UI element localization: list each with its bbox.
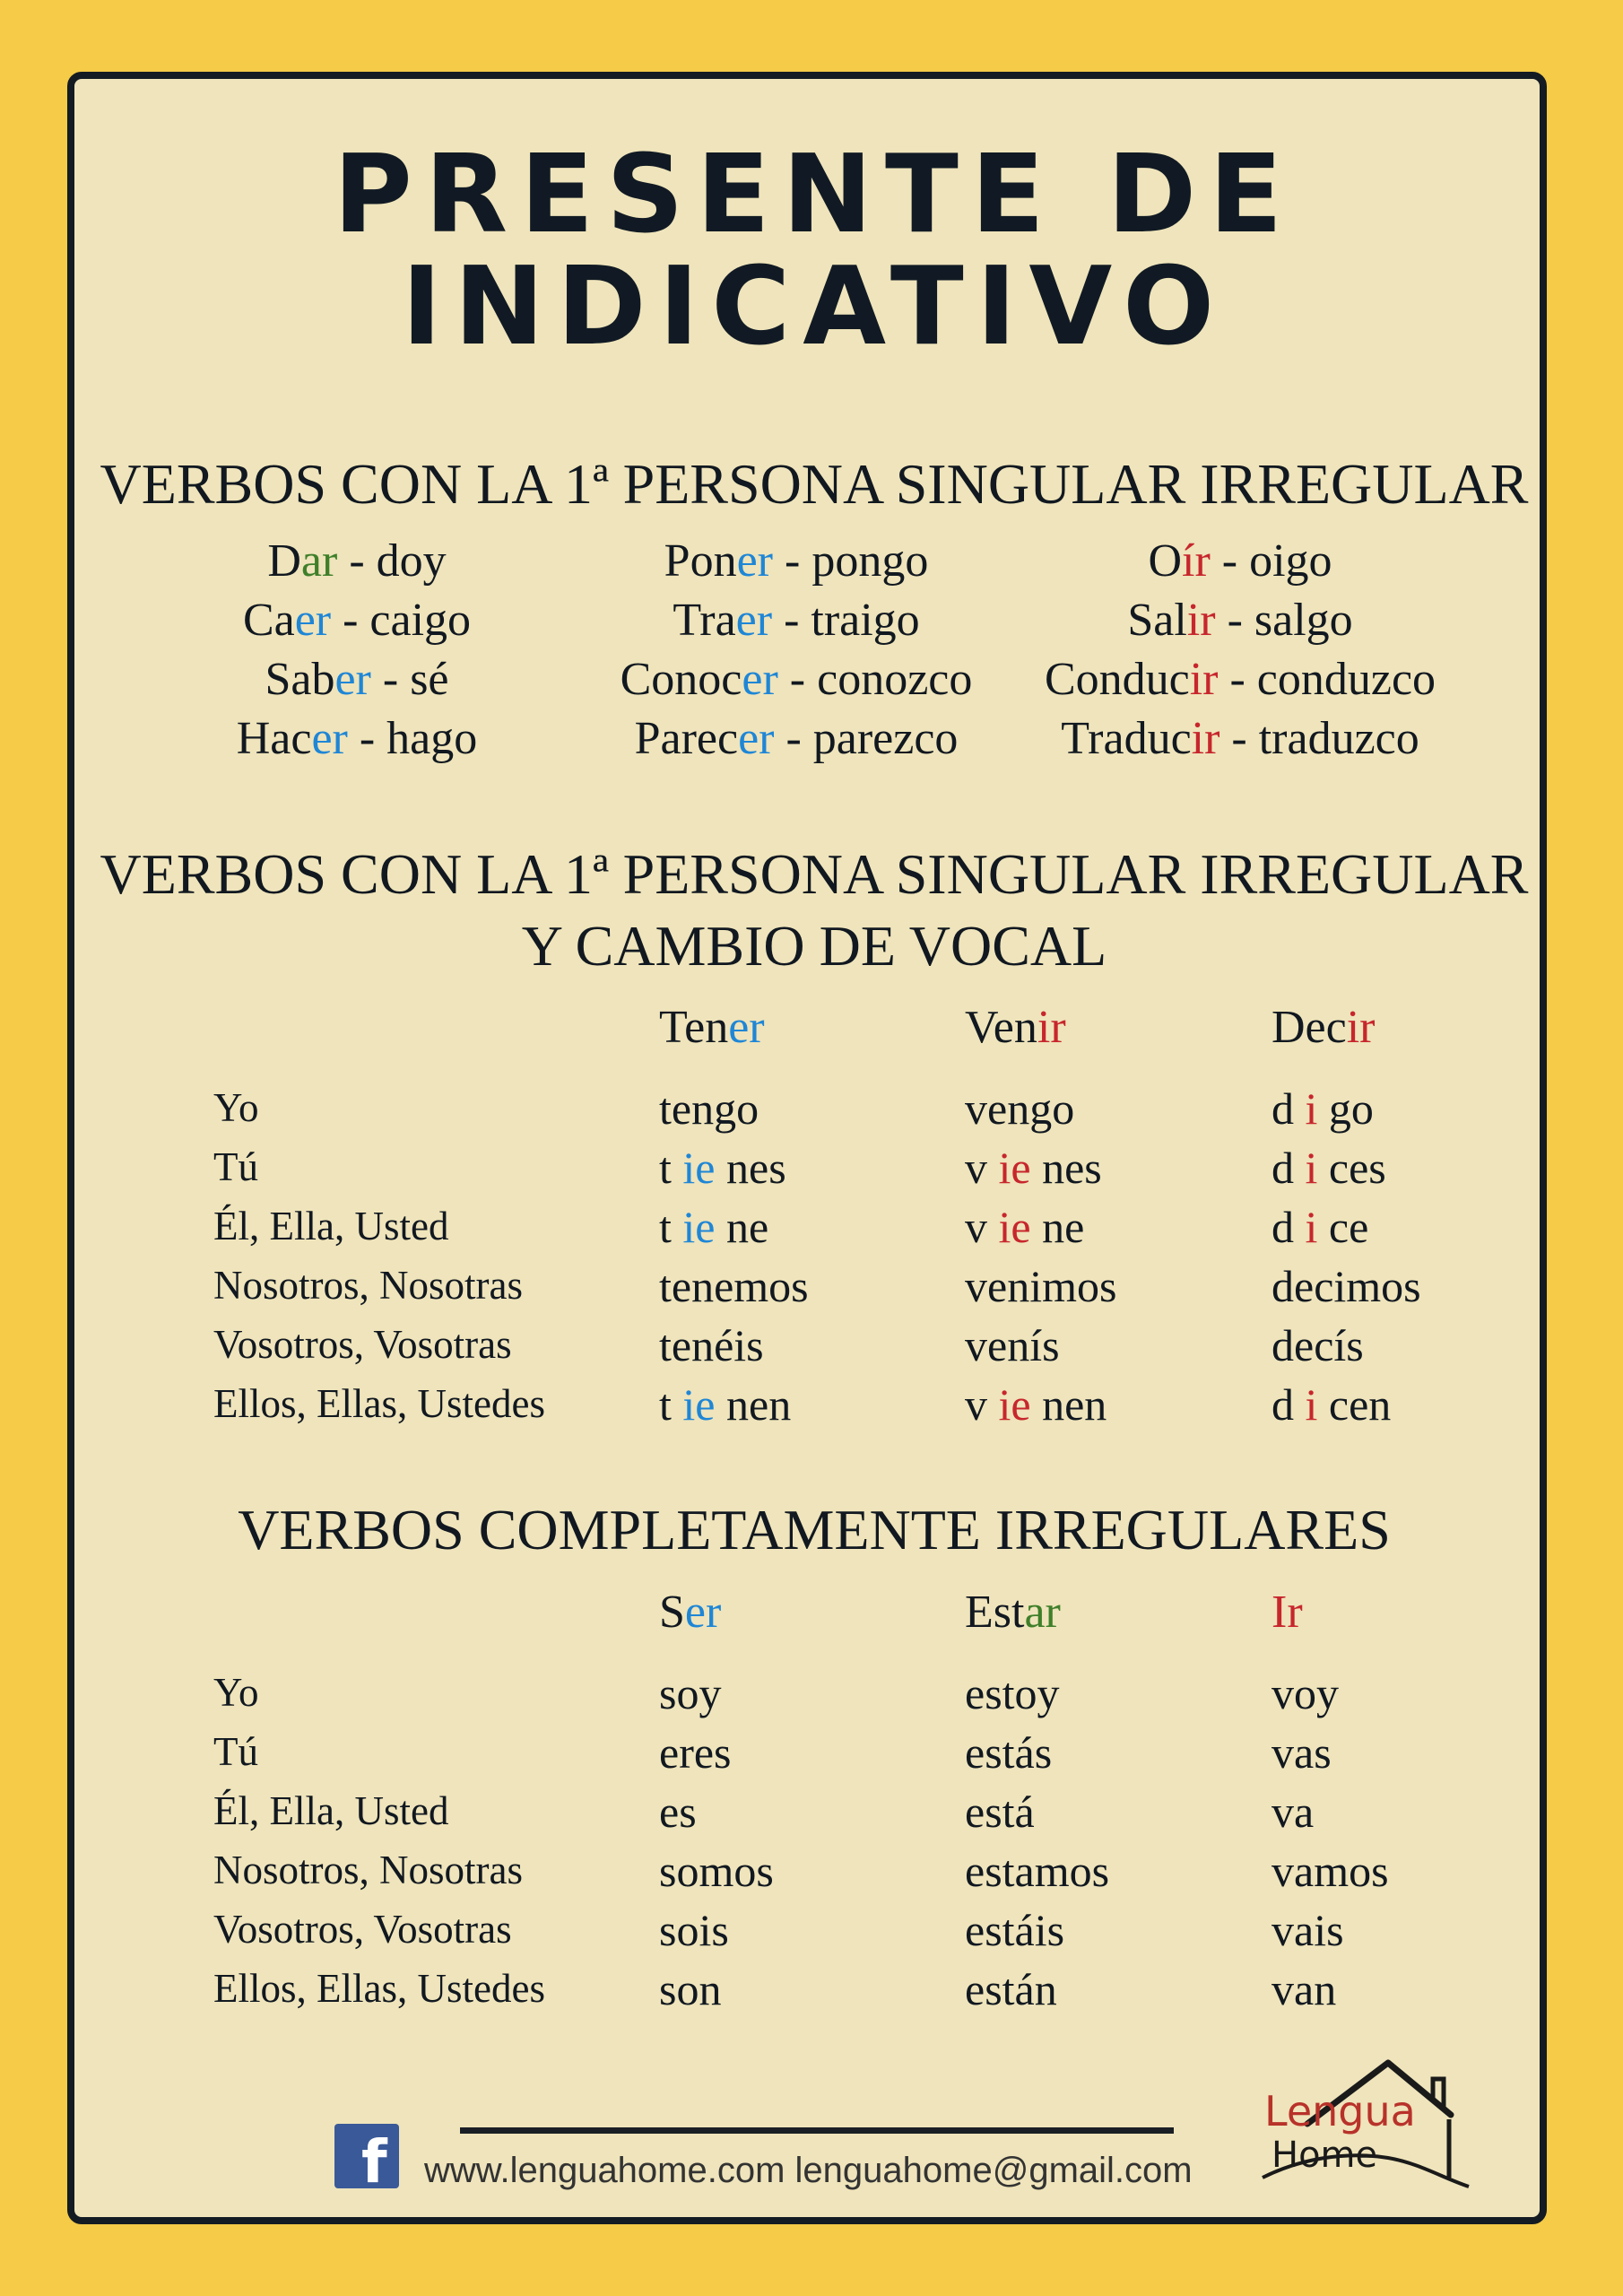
section2-heading-line2: Y CAMBIO DE VOCAL [521, 914, 1107, 978]
conjugation: sois [659, 1905, 729, 1955]
verb-pair: Poner - pongo [664, 535, 929, 587]
conjugation: estás [965, 1727, 1053, 1778]
verb-header-estar: Estar [965, 1587, 1061, 1638]
section3-heading: VERBOS COMPLETAMENTE IRREGULARES [238, 1498, 1391, 1561]
verb-pair: Conocer - conozco [620, 654, 973, 705]
conjugation: es [659, 1787, 697, 1837]
conjugation: van [1271, 1964, 1337, 2014]
verb-pair: Traer - traigo [673, 595, 920, 646]
pronoun: Ellos, Ellas, Ustedes [213, 1381, 545, 1426]
conjugation: tenemos [659, 1261, 809, 1311]
conjugation: vais [1271, 1905, 1344, 1955]
conjugation: estáis [965, 1905, 1065, 1955]
verb-pair: Salir - salgo [1127, 595, 1353, 646]
conjugation: d i ces [1271, 1143, 1386, 1193]
conjugation: venís [965, 1320, 1060, 1370]
house-logo [1245, 2052, 1478, 2205]
verb-pair: Saber - sé [265, 654, 449, 705]
verb-header-ir: Ir [1271, 1587, 1303, 1638]
conjugation: decís [1271, 1320, 1364, 1370]
conjugation: va [1271, 1787, 1315, 1837]
conjugation: d i go [1271, 1083, 1374, 1134]
verb-pair: Hacer - hago [236, 713, 478, 764]
poster-card [67, 72, 1547, 2224]
conjugation: decimos [1271, 1261, 1421, 1311]
conjugation: vengo [965, 1083, 1075, 1134]
svg-text:Lengua: Lengua [1264, 2087, 1416, 2135]
conjugation: son [659, 1964, 722, 2014]
conjugation: estamos [965, 1846, 1110, 1896]
verb-pair: Caer - caigo [242, 595, 472, 646]
verb-pair: Dar - doy [267, 535, 447, 587]
verb-header-venir: Venir [965, 1002, 1066, 1053]
pronoun: Él, Ella, Usted [213, 1204, 449, 1248]
pronoun: Nosotros, Nosotras [213, 1848, 523, 1892]
footer-contact: www.lenguahome.com lenguahome@gmail.com [424, 2151, 1193, 2190]
pronoun: Tú [213, 1729, 258, 1774]
facebook-icon[interactable]: f [334, 2124, 399, 2188]
verb-pair: Conducir - conduzco [1044, 654, 1436, 705]
pronoun: Vosotros, Vosotras [213, 1907, 512, 1952]
conjugation: d i cen [1271, 1379, 1392, 1430]
conjugation: tenéis [659, 1320, 764, 1370]
conjugation: v ie nes [965, 1143, 1102, 1193]
pronoun: Tú [213, 1144, 258, 1189]
pronoun: Nosotros, Nosotras [213, 1263, 523, 1308]
verb-header-tener: Tener [659, 1002, 765, 1053]
pronoun: Él, Ella, Usted [213, 1788, 449, 1833]
conjugation: somos [659, 1846, 774, 1896]
verb-header-decir: Decir [1271, 1002, 1376, 1053]
page-title-line2: INDICATIVO [401, 245, 1228, 370]
conjugation: están [965, 1964, 1057, 2014]
svg-text:Home: Home [1271, 2135, 1378, 2176]
pronoun: Vosotros, Vosotras [213, 1322, 512, 1367]
conjugation: vas [1271, 1727, 1332, 1778]
pronoun: Ellos, Ellas, Ustedes [213, 1966, 545, 2011]
pronoun: Yo [213, 1085, 259, 1130]
verb-pair: Oír - oigo [1148, 535, 1332, 587]
conjugation: voy [1271, 1668, 1339, 1718]
conjugation: vamos [1271, 1846, 1389, 1896]
conjugation: venimos [965, 1261, 1117, 1311]
page-title-line1: PRESENTE DE [333, 133, 1296, 257]
conjugation: t ie nen [659, 1379, 792, 1430]
conjugation: estoy [965, 1668, 1060, 1718]
conjugation: eres [659, 1727, 732, 1778]
section2-heading-line1: VERBOS CON LA 1ª PERSONA SINGULAR IRREGULAR [100, 842, 1529, 906]
conjugation: v ie nen [965, 1379, 1107, 1430]
conjugation: tengo [659, 1083, 759, 1134]
footer-divider [460, 2127, 1174, 2134]
conjugation: está [965, 1787, 1035, 1837]
verb-header-ser: Ser [659, 1587, 722, 1638]
conjugation: d i ce [1271, 1202, 1369, 1252]
verb-pair: Traducir - traduzco [1061, 713, 1419, 764]
conjugation: soy [659, 1668, 722, 1718]
conjugation: v ie ne [965, 1202, 1085, 1252]
conjugation: t ie nes [659, 1143, 786, 1193]
conjugation: t ie ne [659, 1202, 769, 1252]
verb-pair: Parecer - parezco [634, 713, 959, 764]
section1-heading: VERBOS CON LA 1ª PERSONA SINGULAR IRREGULAR [100, 452, 1529, 516]
pronoun: Yo [213, 1670, 259, 1715]
